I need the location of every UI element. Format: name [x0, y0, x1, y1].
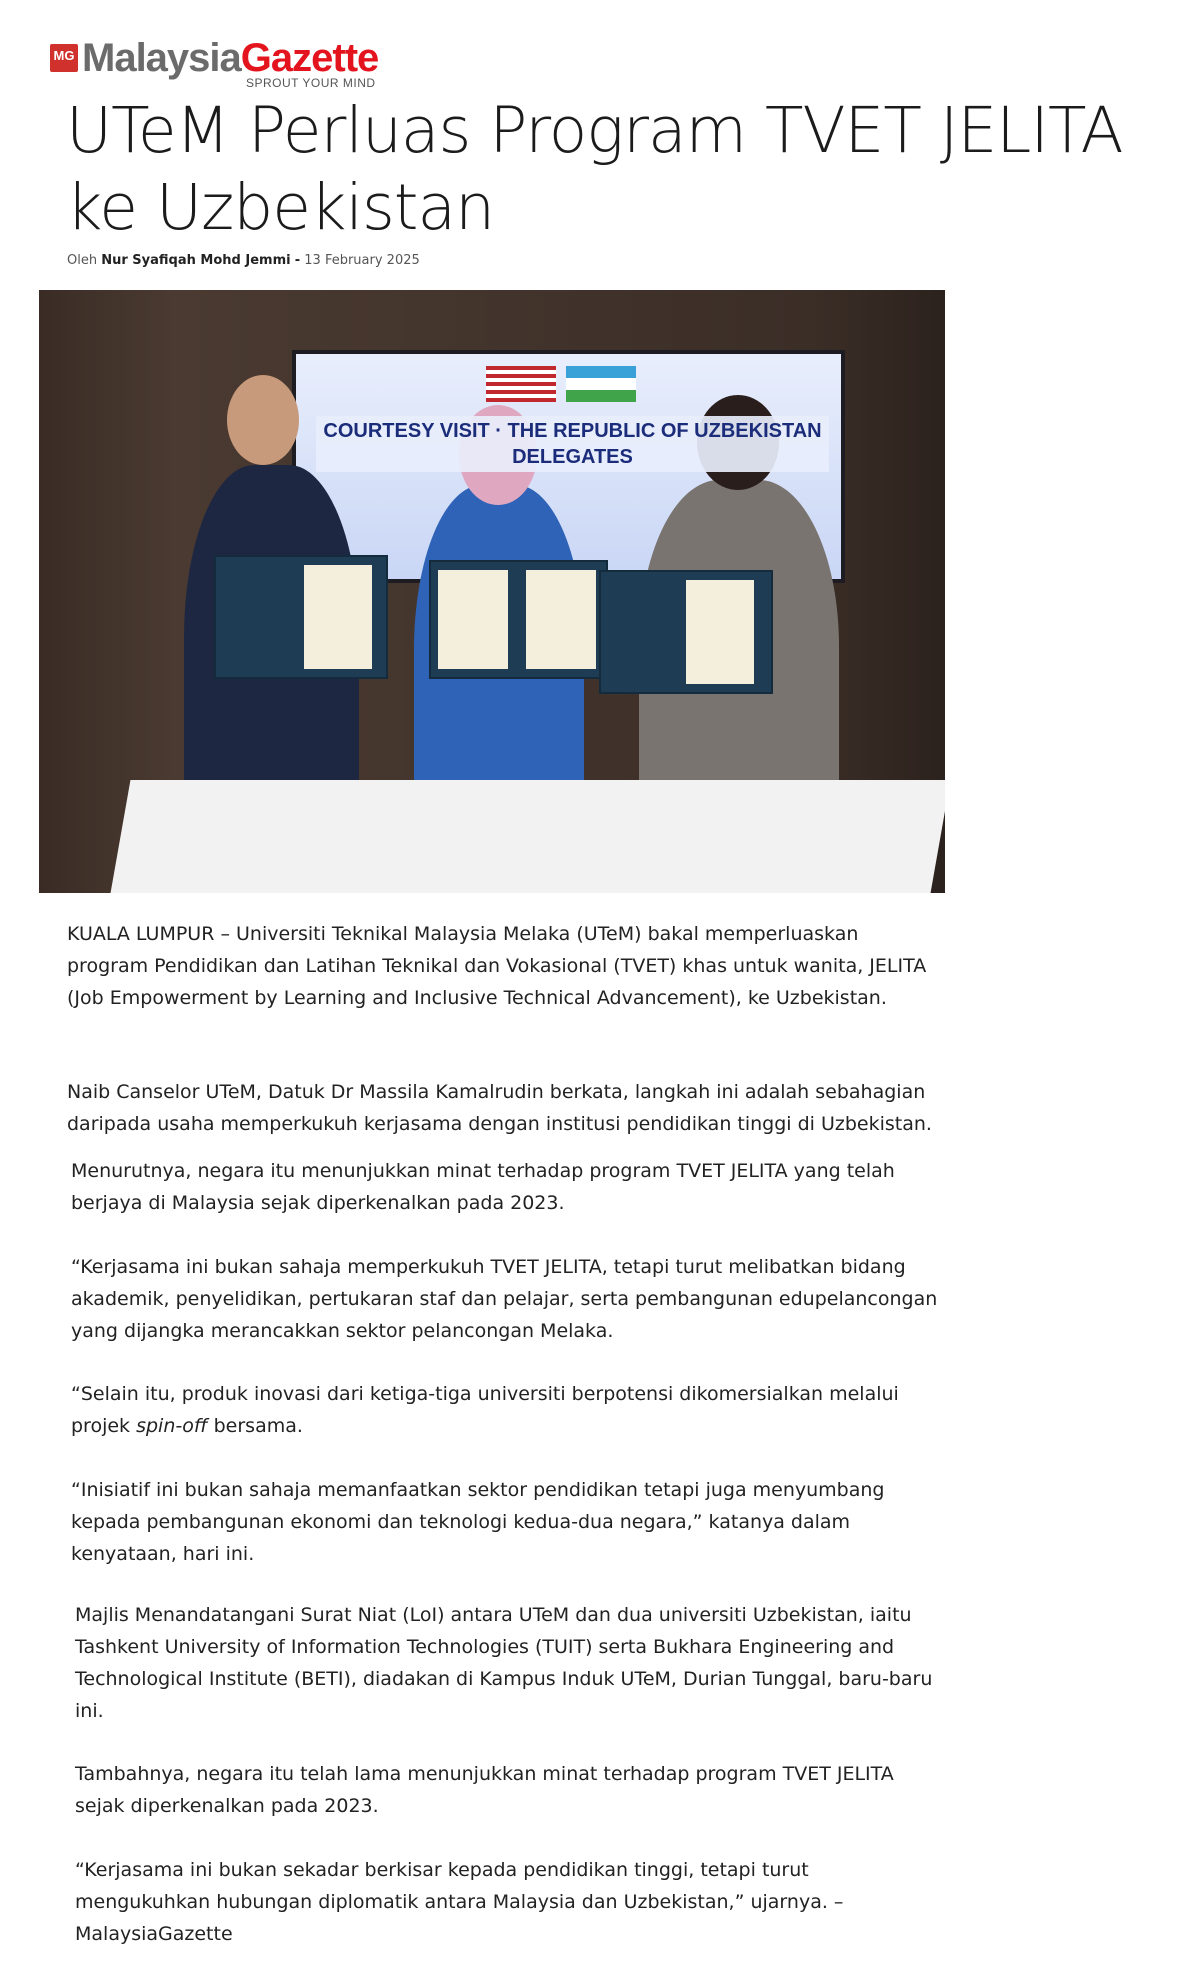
- article-paragraph: “Kerjasama ini bukan sahaja memperkukuh TVET JELITA, tetapi turut melibatkan bidang akademik, penyelidikan, pertukaran staf dan pelajar, serta pembangunan edupelancongan yang dijangka merancakkan sektor pelancongan Melaka.: [71, 1256, 938, 1342]
- uzbekistan-flag: [566, 366, 636, 402]
- article-paragraph: Menurutnya, negara itu menunjukkan minat terhadap program TVET JELITA yang telah berjaya di Malaysia sejak diperkenalkan pada 2023.: [71, 1160, 895, 1214]
- malaysia-flag: [486, 366, 556, 402]
- article-title: UTeM Perluas Program TVET JELITA ke Uzbekistan: [66, 94, 1123, 244]
- article-paragraph: Majlis Menandatangani Surat Niat (LoI) antara UTeM dan dua universiti Uzbekistan, iaitu Tashkent University of Information Technologies (TUIT) serta Bukhara Engineering and Technological Institute (BETI), diadakan di Kampus Induk UTeM, Durian Tunggal, baru-baru ini.: [75, 1604, 933, 1722]
- logo-tagline: SPROUT YOUR MIND: [246, 76, 376, 90]
- article-paragraph: KUALA LUMPUR – Universiti Teknikal Malaysia Melaka (UTeM) bakal memperluaskan program Pendidikan dan Latihan Teknikal dan Vokasional (TVET) khas untuk wanita, JELITA (Job Empowerment by Learning and Inclusive Technical Advancement), ke Uzbekistan.: [67, 923, 927, 1009]
- publish-date: 13 February 2025: [304, 253, 420, 268]
- article-paragraph: “Kerjasama ini bukan sekadar berkisar kepada pendidikan tinggi, tetapi turut mengukuhkan hubungan diplomatik antara Malaysia dan Uzbekistan,” ujarnya. – MalaysiaGazette: [75, 1859, 844, 1945]
- logo-badge: MG: [50, 44, 78, 72]
- article-paragraph: “Inisiatif ini bukan sahaja memanfaatkan sektor pendidikan tetapi juga menyumbang kepada pembangunan ekonomi dan teknologi kedua-dua negara,” katanya dalam kenyataan, hari ini.: [71, 1479, 885, 1565]
- byline: Oleh Nur Syafiqah Mohd Jemmi - 13 February 2025: [67, 253, 420, 268]
- photo-banner: COURTESY VISIT · THE REPUBLIC OF UZBEKISTAN DELEGATES: [316, 416, 829, 472]
- logo-wordmark: MalaysiaGazette: [82, 36, 379, 80]
- article-photo: [39, 290, 945, 893]
- author-link[interactable]: Nur Syafiqah Mohd Jemmi: [101, 253, 291, 268]
- article-paragraph: Naib Canselor UTeM, Datuk Dr Massila Kamalrudin berkata, langkah ini adalah sebahagian daripada usaha memperkukuh kerjasama dengan institusi pendidikan tinggi di Uzbekistan.: [67, 1081, 932, 1135]
- article-paragraph: Tambahnya, negara itu telah lama menunjukkan minat terhadap program TVET JELITA sejak diperkenalkan pada 2023.: [75, 1763, 894, 1817]
- article-paragraph: “Selain itu, produk inovasi dari ketiga-tiga universiti berpotensi dikomersialkan melalui projek spin-off bersama.: [71, 1383, 899, 1437]
